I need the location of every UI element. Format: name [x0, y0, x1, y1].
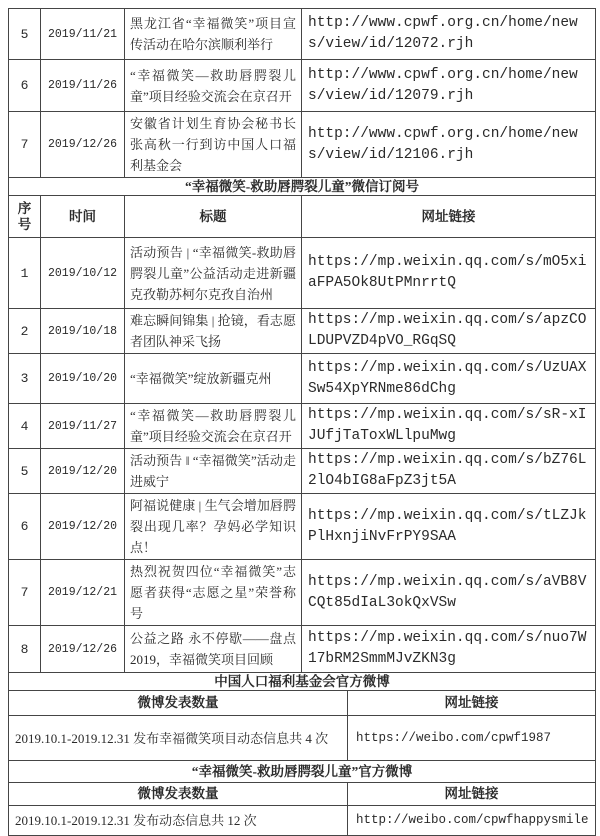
column-header-row: [9, 196, 596, 238]
header-weibo-count: 微博发表数量: [9, 691, 348, 716]
weibo-url: http://weibo.com/cpwfhappysmile: [348, 806, 596, 836]
row-url: https://mp.weixin.qq.com/s/UzUAXSw54XpYRNme86dChg: [302, 354, 596, 404]
row-url: http://www.cpwf.org.cn/home/news/view/id/12079.rjh: [302, 60, 596, 112]
weibo-section-title-cpwf: 中国人口福利基金会官方微博: [9, 673, 596, 691]
section-header-row: [9, 673, 596, 691]
news-and-wechat-table: [8, 8, 596, 673]
table-row: [9, 449, 596, 494]
weibo-post-count: 2019.10.1-2019.12.31 发布动态信息共 12 次: [9, 806, 348, 836]
row-date: 2019/12/21: [41, 560, 125, 626]
section-header-row: [9, 178, 596, 196]
row-title: 阿福说健康 | 生气会增加唇腭裂出现几率？孕妈必学知识点！: [125, 494, 302, 560]
row-title: 热烈祝贺四位“幸福微笑”志愿者获得“志愿之星”荣誉称号: [125, 560, 302, 626]
column-header-row: [9, 691, 596, 716]
row-url: https://mp.weixin.qq.com/s/nuo7W17bRM2SmmMJvZKN3g: [302, 626, 596, 673]
weibo-post-count: 2019.10.1-2019.12.31 发布幸福微笑项目动态信息共 4 次: [9, 716, 348, 761]
row-number: 6: [9, 60, 41, 112]
row-date: 2019/10/12: [41, 238, 125, 309]
row-date: 2019/11/27: [41, 404, 125, 449]
row-number: 8: [9, 626, 41, 673]
section-header-row: [9, 761, 596, 783]
row-date: 2019/11/26: [41, 60, 125, 112]
table-row: [9, 626, 596, 673]
row-url: https://mp.weixin.qq.com/s/tLZJkPlHxnjiNvFrPY9SAA: [302, 494, 596, 560]
header-no: 序号: [9, 196, 41, 238]
row-url: http://www.cpwf.org.cn/home/news/view/id/12072.rjh: [302, 9, 596, 60]
table-row: [9, 494, 596, 560]
row-number: 2: [9, 309, 41, 354]
row-title: 黑龙江省“幸福微笑”项目宣传活动在哈尔滨顺利举行: [125, 9, 302, 60]
header-title: 标题: [125, 196, 302, 238]
weibo-section-title-smile: “幸福微笑-救助唇腭裂儿童”官方微博: [9, 761, 596, 783]
weibo-tables: [8, 672, 596, 836]
row-title: 公益之路 永不停歇——盘点2019，幸福微笑项目回顾: [125, 626, 302, 673]
row-url: https://mp.weixin.qq.com/s/mO5xiaFPA5Ok8UtPMnrrtQ: [302, 238, 596, 309]
table-row: [9, 806, 596, 836]
table-row: [9, 560, 596, 626]
table-row: [9, 354, 596, 404]
header-weibo-url: 网址链接: [348, 691, 596, 716]
row-url: https://mp.weixin.qq.com/s/bZ76L2lO4bIG8aFpZ3jt5A: [302, 449, 596, 494]
row-number: 4: [9, 404, 41, 449]
row-number: 5: [9, 449, 41, 494]
table-row: [9, 112, 596, 178]
row-number: 7: [9, 560, 41, 626]
column-header-row: [9, 783, 596, 806]
row-title: 活动预告 ‖ “幸福微笑”活动走进威宁: [125, 449, 302, 494]
row-title: 安徽省计划生育协会秘书长张高秋一行到访中国人口福利基金会: [125, 112, 302, 178]
header-date: 时间: [41, 196, 125, 238]
row-date: 2019/10/18: [41, 309, 125, 354]
row-url: http://www.cpwf.org.cn/home/news/view/id/12106.rjh: [302, 112, 596, 178]
row-title: “幸福微笑—救助唇腭裂儿童”项目经验交流会在京召开: [125, 60, 302, 112]
header-url: 网址链接: [302, 196, 596, 238]
table-row: [9, 309, 596, 354]
row-title: 活动预告 | “幸福微笑-救助唇腭裂儿童”公益活动走进新疆克孜勒苏柯尔克孜自治州: [125, 238, 302, 309]
row-date: 2019/11/21: [41, 9, 125, 60]
row-date: 2019/12/26: [41, 626, 125, 673]
table-row: [9, 716, 596, 761]
row-date: 2019/10/20: [41, 354, 125, 404]
row-number: 3: [9, 354, 41, 404]
row-url: https://mp.weixin.qq.com/s/apzCOLDUPVZD4pVO_RGqSQ: [302, 309, 596, 354]
row-url: https://mp.weixin.qq.com/s/sR-xIJUfjTaToxWLlpuMwg: [302, 404, 596, 449]
wechat-section-title: “幸福微笑-救助唇腭裂儿童”微信订阅号: [9, 178, 596, 196]
row-title: 难忘瞬间锦集 | 抢镜，看志愿者团队神采飞扬: [125, 309, 302, 354]
table-row: [9, 60, 596, 112]
row-date: 2019/12/26: [41, 112, 125, 178]
row-number: 7: [9, 112, 41, 178]
header-weibo-count: 微博发表数量: [9, 783, 348, 806]
row-number: 1: [9, 238, 41, 309]
header-weibo-url: 网址链接: [348, 783, 596, 806]
table-row: [9, 9, 596, 60]
table-row: [9, 404, 596, 449]
weibo-url: https://weibo.com/cpwf1987: [348, 716, 596, 761]
row-title: “幸福微笑”绽放新疆克州: [125, 354, 302, 404]
row-number: 6: [9, 494, 41, 560]
table-row: [9, 238, 596, 309]
report-page: [8, 8, 595, 836]
row-date: 2019/12/20: [41, 494, 125, 560]
row-title: “幸福微笑—救助唇腭裂儿童”项目经验交流会在京召开: [125, 404, 302, 449]
row-date: 2019/12/20: [41, 449, 125, 494]
row-number: 5: [9, 9, 41, 60]
row-url: https://mp.weixin.qq.com/s/aVB8VCQt85dIaL3okQxVSw: [302, 560, 596, 626]
